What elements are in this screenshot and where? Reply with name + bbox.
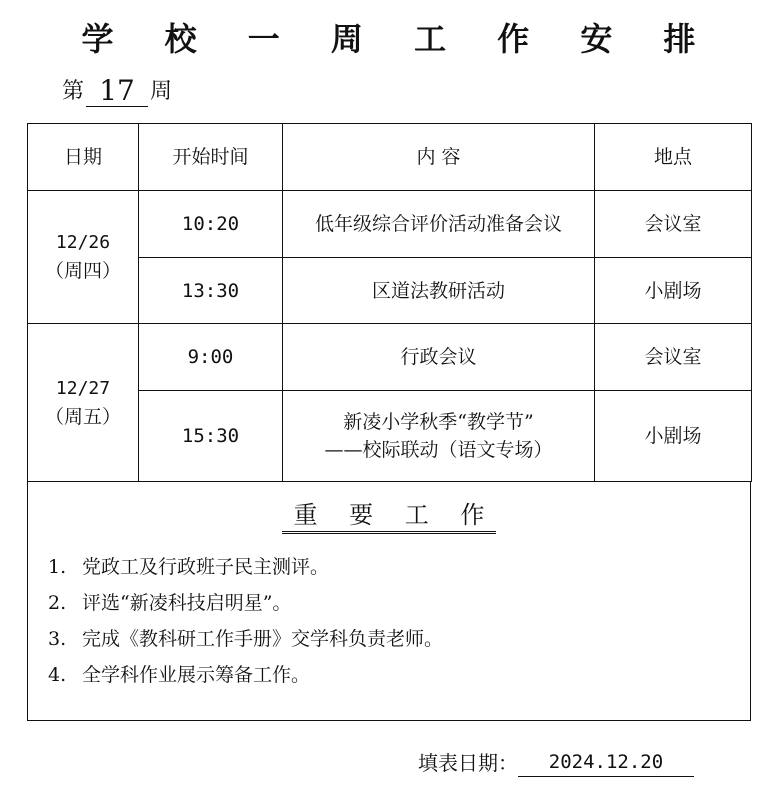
event-time: 15:30 [139, 391, 283, 482]
header-place: 地点 [595, 124, 752, 191]
fill-date-value: 2024.12.20 [518, 748, 694, 777]
list-item-number: 2. [48, 592, 67, 614]
fill-date-label: 填表日期： [418, 751, 518, 775]
day-cell [28, 324, 139, 482]
important-heading [28, 499, 750, 534]
week-number-value: 17 [86, 76, 148, 107]
event-content: 低年级综合评价活动准备会议 [283, 191, 595, 258]
header-date: 日期 [28, 124, 139, 191]
event-content [283, 391, 595, 482]
day-date: 12/27 [55, 377, 111, 399]
week-suffix: 周 [150, 79, 173, 104]
list-item [48, 621, 443, 657]
event-time: 9:00 [139, 324, 283, 391]
list-item [48, 585, 443, 621]
week-prefix: 第 [62, 79, 85, 104]
event-place: 小剧场 [595, 391, 752, 482]
table-row [28, 324, 752, 391]
day-weekday: （周五） [44, 405, 121, 428]
week-number [62, 76, 172, 107]
header-time: 开始时间 [139, 124, 283, 191]
list-item-number: 3. [48, 628, 67, 650]
table-header-row [28, 124, 752, 191]
fill-date-row [418, 748, 694, 777]
important-list [48, 549, 443, 693]
event-place: 小剧场 [595, 258, 752, 324]
list-item [48, 657, 443, 693]
event-content-line: ——校际联动（语文专场） [324, 439, 553, 461]
day-cell [28, 191, 139, 324]
day-date: 12/26 [55, 232, 111, 253]
table-row [28, 191, 752, 258]
event-content: 区道法教研活动 [283, 258, 595, 324]
header-content: 内 容 [283, 124, 595, 191]
event-place: 会议室 [595, 191, 752, 258]
schedule-table [27, 123, 752, 482]
list-item-number: 1. [48, 556, 67, 578]
important-heading-text: 重 要 工 作 [282, 499, 497, 534]
list-item-text: 党政工及行政班子民主测评。 [82, 556, 330, 578]
list-item-text: 全学科作业展示筹备工作。 [82, 664, 311, 686]
day-weekday: （周四） [44, 260, 121, 282]
event-place: 会议室 [595, 324, 752, 391]
list-item [48, 549, 443, 585]
list-item-text: 完成《教科研工作手册》交学科负责老师。 [82, 628, 444, 650]
list-item-number: 4. [48, 664, 67, 686]
page-title: 学 校 一 周 工 作 安 排 [81, 20, 716, 58]
event-content: 行政会议 [283, 324, 595, 391]
important-work-section [27, 481, 751, 721]
event-time: 10:20 [139, 191, 283, 258]
event-time: 13:30 [139, 258, 283, 324]
list-item-text: 评选“新凌科技启明星”。 [82, 592, 292, 614]
event-content-line: 新凌小学秋季“教学节” [343, 411, 534, 433]
